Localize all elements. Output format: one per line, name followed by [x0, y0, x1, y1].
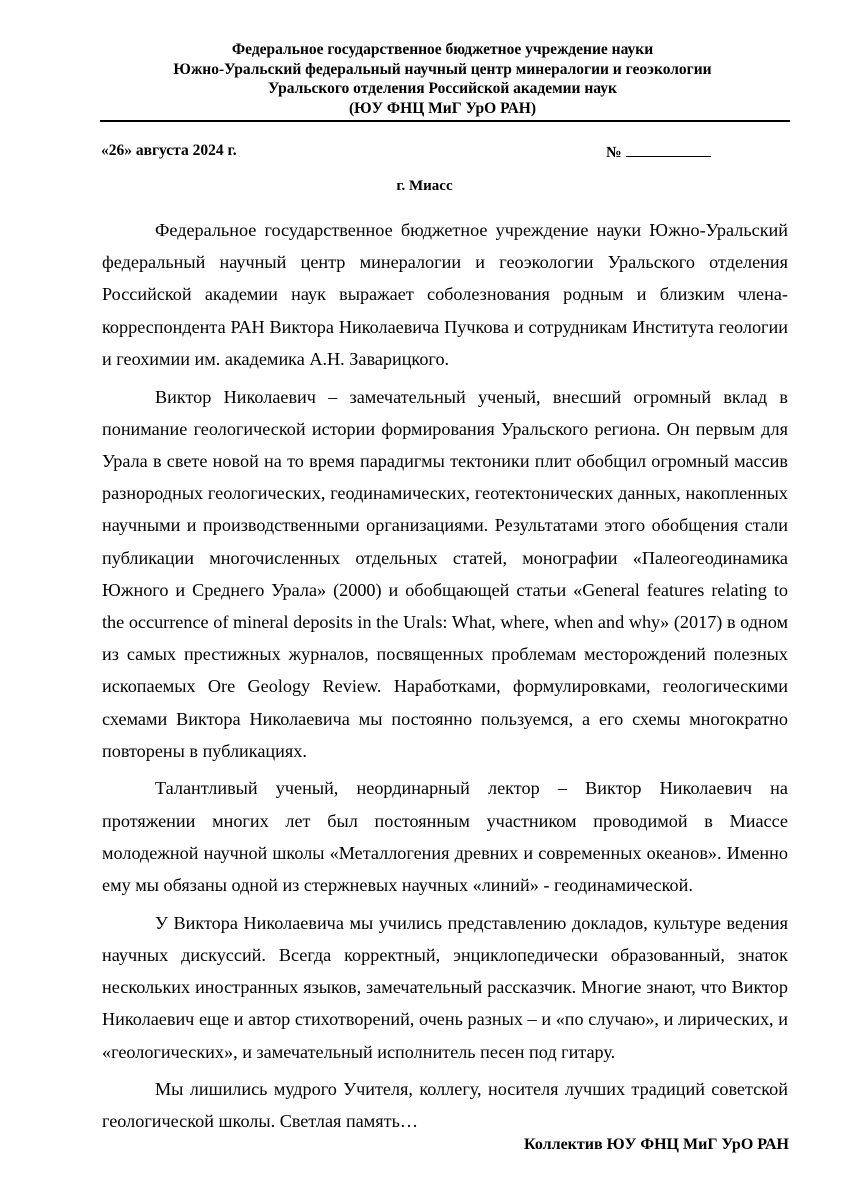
letter-body [102, 214, 788, 1143]
letterhead-line-1: Федеральное государственное бюджетное учреждение науки [231, 41, 654, 58]
letterhead-line-4: (ЮУ ФНЦ МиГ УрО РАН) [348, 99, 536, 117]
letterhead-line-2: Южно-Уральский федеральный научный центр минералогии и геоэкологии [173, 60, 712, 78]
document-date: «26» августа 2024 г. [101, 142, 237, 159]
paragraph-2: Виктор Николаевич – замечательный ученый, внесший огромный вклад в понимание геологической истории формирования Уральского региона. Он первым для Урала в свете новой на то время парадигмы тектоники плит обобщил огромный массив разнородных геологических, геодинамических, геотектонических данных, накопленных научными и производственными организациями. Результатами этого обобщения стали публикации многочисленных отдельных статей, монографии «Палеогеодинамика Южного и Среднего Урала» (2000) и обобщающей статьи «General features relating to the occurrence of mineral deposits in the Urals: What, where, when and why» (2017) в одном из самых престижных журналов, посвященных проблемам месторождений полезных ископаемых Ore Geology Review. Наработками, формулировками, геологическими схемами Виктора Николаевича мы постоянно пользуемся, а его схемы многократно повторены в публикациях. [102, 386, 788, 761]
letterhead-line-3: Уральского отделения Российской академии наук [268, 80, 617, 97]
signature: Коллектив ЮУ ФНЦ МиГ УрО РАН [524, 1136, 789, 1153]
letterhead [95, 40, 790, 118]
paragraph-1: Федеральное государственное бюджетное учреждение науки Южно-Уральский федеральный научный центр минералогии и геоэкологии Уральского отделения Российской академии наук выражает соболезнования родным и близким члена-корреспондента РАН Виктора Николаевича Пучкова и сотрудникам Института геологии и геохимии им. академика А.Н. Заварицкого. [102, 220, 788, 369]
document-city: г. Миасс [396, 178, 453, 194]
document-number-blank [626, 142, 711, 157]
paragraph-3: Талантливый ученый, неординарный лектор – Виктор Николаевич на протяжении многих лет был постоянным участником проводимой в Миассе молодежной научной школы «Металлогения древних и современных океанов». Именно ему мы обязаны одной из стержневых научных «линий» - геодинамической. [102, 778, 788, 896]
document-number [606, 142, 711, 162]
paragraph-5: Мы лишились мудрого Учителя, коллегу, носителя лучших традиций советской геологической школы. Светлая память… [102, 1079, 788, 1132]
paragraph-4: У Виктора Николаевича мы учились представлению докладов, культуре ведения научных дискуссий. Всегда корректный, энциклопедически образованный, знаток нескольких иностранных языков, замечательный рассказчик. Многие знают, что Виктор Николаевич еще и автор стихотворений, очень разных – и «по случаю», и лирических, и «геологических», и замечательный исполнитель песен под гитару. [102, 912, 788, 1062]
letterhead-divider [100, 120, 790, 122]
document-number-label: № [606, 144, 622, 161]
